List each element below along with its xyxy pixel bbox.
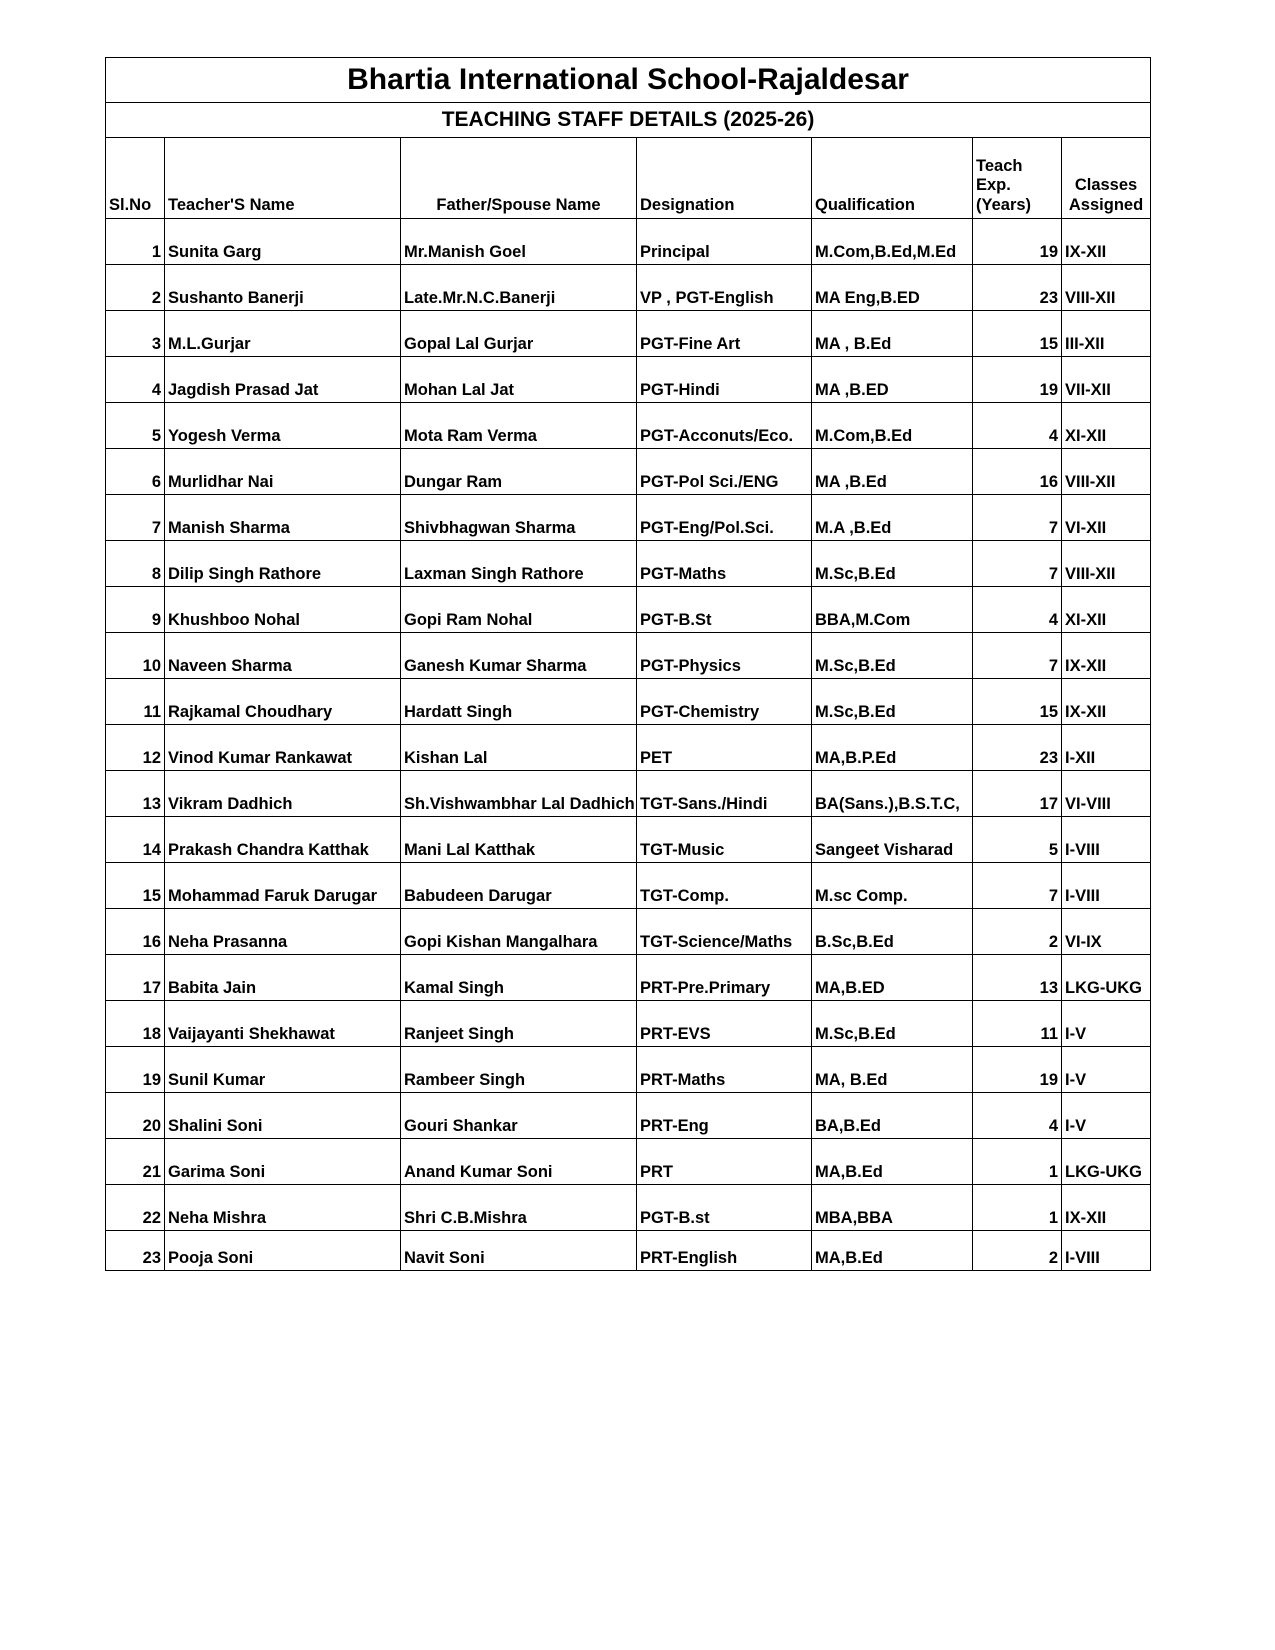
header-sl-no: Sl.No (106, 138, 165, 219)
header-teacher-name: Teacher'S Name (165, 138, 401, 219)
cell-father-spouse-name: Rambeer Singh (401, 1047, 637, 1093)
cell-sl-no: 10 (106, 633, 165, 679)
cell-sl-no: 7 (106, 495, 165, 541)
cell-teacher-name: Neha Prasanna (165, 909, 401, 955)
cell-teach-exp: 1 (973, 1185, 1062, 1231)
cell-father-spouse-name: Mohan Lal Jat (401, 357, 637, 403)
cell-father-spouse-name: Mani Lal Katthak (401, 817, 637, 863)
cell-teacher-name: Jagdish Prasad Jat (165, 357, 401, 403)
cell-sl-no: 3 (106, 311, 165, 357)
cell-designation: PGT-Eng/Pol.Sci. (637, 495, 812, 541)
cell-designation: PGT-Acconuts/Eco. (637, 403, 812, 449)
cell-qualification: MA Eng,B.ED (812, 265, 973, 311)
cell-teach-exp: 16 (973, 449, 1062, 495)
table-row (106, 771, 1151, 817)
cell-sl-no: 20 (106, 1093, 165, 1139)
cell-father-spouse-name: Kishan Lal (401, 725, 637, 771)
cell-qualification: M.Sc,B.Ed (812, 679, 973, 725)
cell-sl-no: 11 (106, 679, 165, 725)
header-classes-line-1: Classes (1074, 176, 1138, 195)
cell-teacher-name: Babita Jain (165, 955, 401, 1001)
cell-classes-assigned: VI-XII (1062, 495, 1151, 541)
cell-teach-exp: 7 (973, 541, 1062, 587)
cell-teacher-name: Vikram Dadhich (165, 771, 401, 817)
cell-classes-assigned: VI-VIII (1062, 771, 1151, 817)
cell-sl-no: 12 (106, 725, 165, 771)
cell-classes-assigned: I-VIII (1062, 817, 1151, 863)
table-row (106, 679, 1151, 725)
cell-father-spouse-name: Gouri Shankar (401, 1093, 637, 1139)
cell-qualification: MA , B.Ed (812, 311, 973, 357)
header-teach-exp (973, 138, 1062, 219)
cell-teacher-name: Prakash Chandra Katthak (165, 817, 401, 863)
header-teach-exp-line-2: Exp. (976, 176, 1011, 195)
cell-classes-assigned: LKG-UKG (1062, 955, 1151, 1001)
table-row (106, 587, 1151, 633)
cell-classes-assigned: VI-IX (1062, 909, 1151, 955)
table-row (106, 1093, 1151, 1139)
cell-designation: PRT-Eng (637, 1093, 812, 1139)
cell-classes-assigned: IX-XII (1062, 219, 1151, 265)
cell-father-spouse-name: Anand Kumar Soni (401, 1139, 637, 1185)
cell-sl-no: 4 (106, 357, 165, 403)
cell-father-spouse-name: Kamal Singh (401, 955, 637, 1001)
cell-classes-assigned: VII-XII (1062, 357, 1151, 403)
cell-teach-exp: 5 (973, 817, 1062, 863)
cell-father-spouse-name: Babudeen Darugar (401, 863, 637, 909)
cell-teach-exp: 2 (973, 909, 1062, 955)
cell-designation: TGT-Music (637, 817, 812, 863)
cell-designation: PGT-B.st (637, 1185, 812, 1231)
cell-teacher-name: Sunita Garg (165, 219, 401, 265)
cell-designation: TGT-Science/Maths (637, 909, 812, 955)
cell-teach-exp: 4 (973, 587, 1062, 633)
table-row (106, 817, 1151, 863)
cell-qualification: BA(Sans.),B.S.T.C, (812, 771, 973, 817)
cell-teach-exp: 17 (973, 771, 1062, 817)
cell-teach-exp: 2 (973, 1231, 1062, 1271)
table-row (106, 725, 1151, 771)
cell-teacher-name: Pooja Soni (165, 1231, 401, 1271)
cell-classes-assigned: I-VIII (1062, 863, 1151, 909)
cell-teach-exp: 19 (973, 357, 1062, 403)
cell-teacher-name: Naveen Sharma (165, 633, 401, 679)
cell-sl-no: 18 (106, 1001, 165, 1047)
cell-father-spouse-name: Laxman Singh Rathore (401, 541, 637, 587)
cell-classes-assigned: VIII-XII (1062, 541, 1151, 587)
cell-classes-assigned: I-V (1062, 1093, 1151, 1139)
cell-teacher-name: M.L.Gurjar (165, 311, 401, 357)
cell-teach-exp: 7 (973, 495, 1062, 541)
table-row (106, 1231, 1151, 1271)
subtitle-row (106, 103, 1151, 138)
cell-classes-assigned: I-VIII (1062, 1231, 1151, 1271)
cell-qualification: Sangeet Visharad (812, 817, 973, 863)
cell-designation: PGT-Physics (637, 633, 812, 679)
cell-designation: PRT-Maths (637, 1047, 812, 1093)
cell-teach-exp: 7 (973, 863, 1062, 909)
cell-designation: PRT-English (637, 1231, 812, 1271)
cell-designation: PGT-Maths (637, 541, 812, 587)
cell-qualification: M.Sc,B.Ed (812, 633, 973, 679)
table-row (106, 449, 1151, 495)
cell-designation: PRT-Pre.Primary (637, 955, 812, 1001)
table-row (106, 955, 1151, 1001)
cell-father-spouse-name: Dungar Ram (401, 449, 637, 495)
cell-father-spouse-name: Gopi Ram Nohal (401, 587, 637, 633)
cell-father-spouse-name: Navit Soni (401, 1231, 637, 1271)
table-row (106, 863, 1151, 909)
table-row (106, 1001, 1151, 1047)
cell-qualification: M.sc Comp. (812, 863, 973, 909)
cell-designation: PGT-Chemistry (637, 679, 812, 725)
cell-teach-exp: 23 (973, 725, 1062, 771)
cell-father-spouse-name: Shri C.B.Mishra (401, 1185, 637, 1231)
cell-teacher-name: Neha Mishra (165, 1185, 401, 1231)
header-qualification: Qualification (812, 138, 973, 219)
cell-teacher-name: Sunil Kumar (165, 1047, 401, 1093)
cell-father-spouse-name: Gopal Lal Gurjar (401, 311, 637, 357)
cell-father-spouse-name: Late.Mr.N.C.Banerji (401, 265, 637, 311)
table-row (106, 633, 1151, 679)
cell-sl-no: 14 (106, 817, 165, 863)
cell-qualification: M.Sc,B.Ed (812, 1001, 973, 1047)
header-classes-assigned (1062, 138, 1151, 219)
table-row (106, 495, 1151, 541)
cell-sl-no: 17 (106, 955, 165, 1001)
cell-qualification: M.A ,B.Ed (812, 495, 973, 541)
cell-qualification: MA ,B.ED (812, 357, 973, 403)
table-row (106, 265, 1151, 311)
cell-teach-exp: 23 (973, 265, 1062, 311)
cell-designation: PGT-Hindi (637, 357, 812, 403)
cell-designation: PGT-Pol Sci./ENG (637, 449, 812, 495)
cell-teacher-name: Khushboo Nohal (165, 587, 401, 633)
cell-classes-assigned: III-XII (1062, 311, 1151, 357)
cell-qualification: MA,B.ED (812, 955, 973, 1001)
cell-teacher-name: Yogesh Verma (165, 403, 401, 449)
cell-father-spouse-name: Hardatt Singh (401, 679, 637, 725)
cell-sl-no: 5 (106, 403, 165, 449)
cell-classes-assigned: XI-XII (1062, 403, 1151, 449)
cell-designation: PRT (637, 1139, 812, 1185)
cell-sl-no: 15 (106, 863, 165, 909)
cell-teach-exp: 19 (973, 219, 1062, 265)
cell-teach-exp: 13 (973, 955, 1062, 1001)
table-row (106, 541, 1151, 587)
cell-qualification: MA, B.Ed (812, 1047, 973, 1093)
title-row (106, 58, 1151, 103)
cell-classes-assigned: I-XII (1062, 725, 1151, 771)
cell-qualification: BA,B.Ed (812, 1093, 973, 1139)
cell-qualification: M.Sc,B.Ed (812, 541, 973, 587)
cell-qualification: MBA,BBA (812, 1185, 973, 1231)
table-row (106, 219, 1151, 265)
header-father-spouse-name: Father/Spouse Name (401, 138, 637, 219)
cell-sl-no: 19 (106, 1047, 165, 1093)
cell-designation: PGT-B.St (637, 587, 812, 633)
cell-teacher-name: Rajkamal Choudhary (165, 679, 401, 725)
cell-designation: TGT-Sans./Hindi (637, 771, 812, 817)
cell-classes-assigned: IX-XII (1062, 1185, 1151, 1231)
cell-sl-no: 22 (106, 1185, 165, 1231)
cell-classes-assigned: LKG-UKG (1062, 1139, 1151, 1185)
cell-father-spouse-name: Ranjeet Singh (401, 1001, 637, 1047)
cell-teacher-name: Murlidhar Nai (165, 449, 401, 495)
cell-sl-no: 16 (106, 909, 165, 955)
cell-father-spouse-name: Sh.Vishwambhar Lal Dadhich (401, 771, 637, 817)
cell-classes-assigned: IX-XII (1062, 633, 1151, 679)
cell-classes-assigned: I-V (1062, 1047, 1151, 1093)
table-row (106, 403, 1151, 449)
cell-teacher-name: Vinod Kumar Rankawat (165, 725, 401, 771)
cell-sl-no: 1 (106, 219, 165, 265)
table-row (106, 1047, 1151, 1093)
table-row (106, 1139, 1151, 1185)
cell-father-spouse-name: Shivbhagwan Sharma (401, 495, 637, 541)
cell-teacher-name: Vaijayanti Shekhawat (165, 1001, 401, 1047)
table-row (106, 357, 1151, 403)
cell-designation: VP , PGT-English (637, 265, 812, 311)
cell-teacher-name: Garima Soni (165, 1139, 401, 1185)
header-designation: Designation (637, 138, 812, 219)
header-row (106, 138, 1151, 219)
cell-qualification: MA,B.Ed (812, 1231, 973, 1271)
cell-teacher-name: Manish Sharma (165, 495, 401, 541)
header-classes-line-2: Assigned (1068, 196, 1144, 215)
cell-sl-no: 23 (106, 1231, 165, 1271)
cell-sl-no: 8 (106, 541, 165, 587)
cell-designation: Principal (637, 219, 812, 265)
table-row (106, 1185, 1151, 1231)
cell-qualification: BBA,M.Com (812, 587, 973, 633)
cell-designation: TGT-Comp. (637, 863, 812, 909)
cell-classes-assigned: IX-XII (1062, 679, 1151, 725)
school-name: Bhartia International School-Rajaldesar (106, 58, 1151, 103)
cell-designation: PGT-Fine Art (637, 311, 812, 357)
cell-teach-exp: 15 (973, 679, 1062, 725)
cell-qualification: MA,B.Ed (812, 1139, 973, 1185)
cell-teacher-name: Mohammad Faruk Darugar (165, 863, 401, 909)
header-teach-exp-line-3: (Years) (976, 196, 1032, 215)
cell-designation: PET (637, 725, 812, 771)
table-row (106, 909, 1151, 955)
cell-teach-exp: 1 (973, 1139, 1062, 1185)
cell-teacher-name: Dilip Singh Rathore (165, 541, 401, 587)
table-row (106, 311, 1151, 357)
cell-teach-exp: 4 (973, 1093, 1062, 1139)
cell-teach-exp: 4 (973, 403, 1062, 449)
cell-qualification: M.Com,B.Ed (812, 403, 973, 449)
cell-teach-exp: 11 (973, 1001, 1062, 1047)
cell-classes-assigned: VIII-XII (1062, 449, 1151, 495)
cell-father-spouse-name: Mota Ram Verma (401, 403, 637, 449)
cell-teach-exp: 7 (973, 633, 1062, 679)
cell-classes-assigned: VIII-XII (1062, 265, 1151, 311)
cell-teacher-name: Sushanto Banerji (165, 265, 401, 311)
cell-sl-no: 6 (106, 449, 165, 495)
cell-qualification: MA,B.P.Ed (812, 725, 973, 771)
cell-qualification: B.Sc,B.Ed (812, 909, 973, 955)
table-subtitle: TEACHING STAFF DETAILS (2025-26) (106, 103, 1151, 138)
cell-father-spouse-name: Gopi Kishan Mangalhara (401, 909, 637, 955)
cell-sl-no: 9 (106, 587, 165, 633)
cell-sl-no: 13 (106, 771, 165, 817)
cell-sl-no: 21 (106, 1139, 165, 1185)
cell-designation: PRT-EVS (637, 1001, 812, 1047)
cell-qualification: M.Com,B.Ed,M.Ed (812, 219, 973, 265)
cell-teach-exp: 19 (973, 1047, 1062, 1093)
header-teach-exp-line-1: Teach (976, 156, 1023, 175)
cell-sl-no: 2 (106, 265, 165, 311)
staff-table (105, 57, 1151, 1271)
cell-classes-assigned: XI-XII (1062, 587, 1151, 633)
cell-teacher-name: Shalini Soni (165, 1093, 401, 1139)
cell-teach-exp: 15 (973, 311, 1062, 357)
cell-father-spouse-name: Ganesh Kumar Sharma (401, 633, 637, 679)
cell-qualification: MA ,B.Ed (812, 449, 973, 495)
cell-classes-assigned: I-V (1062, 1001, 1151, 1047)
cell-father-spouse-name: Mr.Manish Goel (401, 219, 637, 265)
